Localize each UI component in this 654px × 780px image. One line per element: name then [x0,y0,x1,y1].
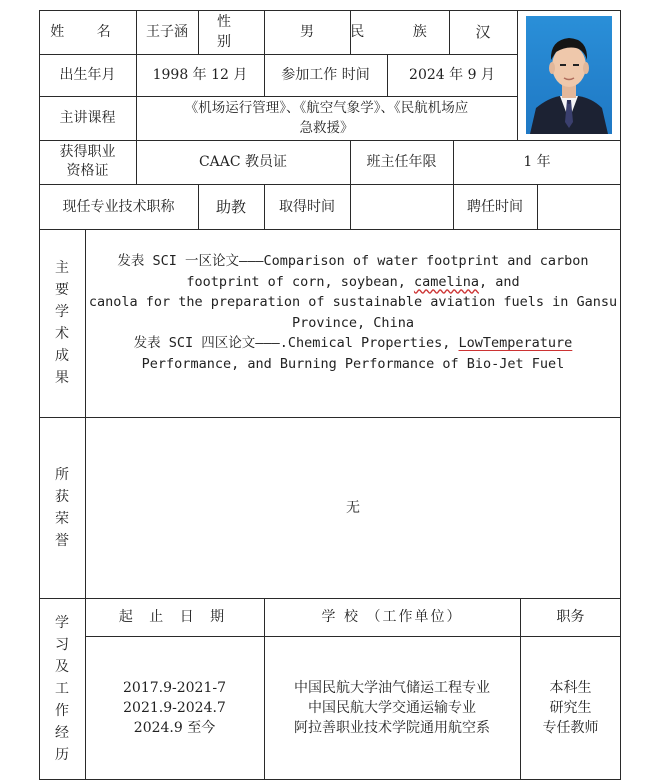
achievements-label-char: 术 [55,326,69,342]
profile-photo [526,16,612,134]
history-label-char: 工 [55,681,69,697]
grammar-mark: LowTemperature [458,335,573,352]
achievements-content [85,229,621,417]
achievement-line-4: Province, China [292,314,414,331]
achievement-line-3: canola for the preparation of sustainable aviation fuels in Gansu [88,294,618,311]
achievements-label [39,229,85,417]
honors-value: 无 [346,499,360,516]
courses-value [136,96,517,140]
honors-label [39,417,85,598]
name-value: 王子涵 [146,24,188,40]
history-school: 中国民航大学油气储运工程专业 [294,680,490,696]
history-label [39,598,85,780]
hired-label: 聘任时间 [467,198,523,215]
title-value: 助教 [215,197,246,216]
history-label-char: 历 [55,747,69,763]
gender-label: 性 别 [217,14,245,50]
achievement-line-6: Performance, and Burning Performance of Bio-Jet Fuel [141,355,565,372]
birth-value: 1998 年 12 月 [152,67,248,83]
class-teacher-value: 1 年 [523,154,551,170]
spellcheck-mark: camelina [413,273,479,290]
history-col-period: 起 止 日 期 [118,609,231,625]
history-periods [85,636,264,780]
courses-line-1: 《机场运行管理》、《航空气象学》、《民航机场应 [184,100,469,116]
honors-label-char: 所 [55,466,69,483]
qualification-label-line-1: 获得职业 [59,144,116,160]
achievement-line-2 [88,272,618,293]
history-label-char: 习 [55,637,69,653]
achievements-label-char: 果 [55,370,69,386]
portrait-image [526,16,612,134]
history-period: 2024.9 至今 [133,720,216,736]
achievement-line-5 [88,333,618,354]
birth-label: 出生年月 [59,67,116,83]
history-school: 阿拉善职业技术学院通用航空系 [294,720,490,736]
history-label-char: 学 [55,615,69,631]
achievement-line-5-pre: 发表 SCI 四区论文———.Chemical Properties, [133,335,459,352]
achievement-line-2-post: , and [478,273,520,290]
achievements-label-char: 成 [55,348,69,364]
ethnicity-value: 汉 [475,23,491,41]
work-start-value: 2024 年 9 月 [409,67,495,83]
history-col-school: 学 校 （工作单位） [321,609,463,625]
qualification-value: CAAC 教员证 [198,154,288,170]
history-position: 本科生 [549,680,592,696]
history-col-position: 职务 [556,609,585,625]
achievements-label-char: 主 [55,260,69,276]
obtained-label: 取得时间 [279,198,335,215]
gender-value: 男 [300,24,314,40]
qualification-label-line-2: 资格证 [66,163,109,179]
courses-line-2: 急救援》 [299,120,354,136]
name-label: 姓 名 [50,24,125,40]
qualification-label [39,140,136,184]
history-position: 研究生 [549,700,592,716]
work-start-label: 参加工作 时间 [281,67,370,83]
class-teacher-label: 班主任年限 [366,154,437,170]
achievements-label-char: 学 [55,304,69,320]
history-period: 2017.9-2021-7 [123,680,226,696]
hired-value [537,184,621,229]
history-school: 中国民航大学交通运输专业 [308,700,476,716]
obtained-value [350,184,453,229]
achievement-line-1: 发表 SCI 一区论文———Comparison of water footprint and carbon [117,253,589,269]
honors-label-char: 荣 [55,510,69,527]
achievements-label-char: 要 [55,282,69,298]
title-label: 现任专业技术职称 [62,198,175,215]
honors-label-char: 获 [55,488,69,505]
history-label-char: 及 [55,659,69,675]
achievement-line-2-pre: footprint of corn, soybean, [186,273,414,290]
courses-label: 主讲课程 [59,110,116,126]
ethnicity-label: 民 族 [350,24,449,40]
history-period: 2021.9-2024.7 [123,700,226,716]
history-label-char: 经 [55,725,69,741]
honors-label-char: 誉 [55,532,69,549]
history-position: 专任教师 [542,720,599,736]
history-positions [520,636,621,780]
history-label-char: 作 [55,703,69,719]
history-schools [264,636,520,780]
